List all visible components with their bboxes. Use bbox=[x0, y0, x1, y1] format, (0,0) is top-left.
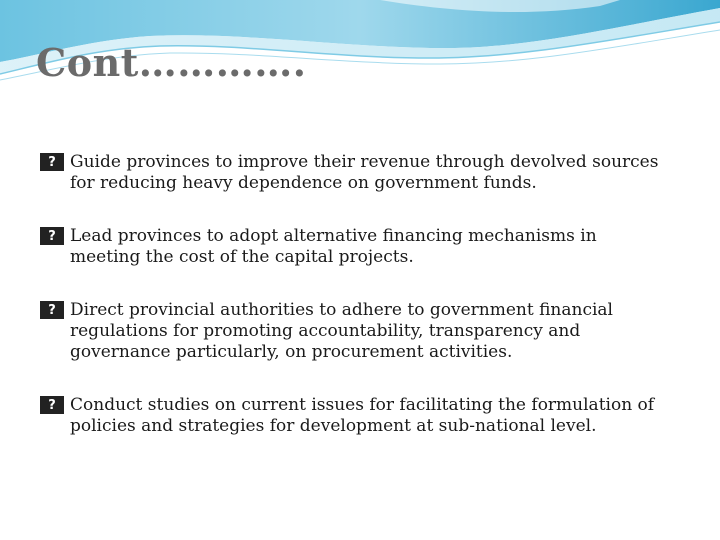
bullet-text: Guide provinces to improve their revenue through devolved sources for reducing heavy dependence on government funds. bbox=[70, 152, 659, 193]
bullet-item bbox=[40, 395, 670, 437]
missing-glyph-bullet-icon: ? bbox=[40, 396, 64, 414]
bullet-text: Lead provinces to adopt alternative financing mechanisms in meeting the cost of the capital projects. bbox=[70, 226, 597, 267]
missing-glyph-bullet-icon: ? bbox=[40, 301, 64, 319]
missing-glyph-bullet-icon: ? bbox=[40, 153, 64, 171]
slide-title: Cont…………. bbox=[36, 40, 307, 85]
bullet-list bbox=[40, 152, 670, 469]
bullet-text: Direct provincial authorities to adhere to government financial regulations for promoting accountability, transparency and governance particularly, on procurement activities. bbox=[70, 300, 613, 362]
bullet-item bbox=[40, 226, 670, 268]
bullet-text: Conduct studies on current issues for facilitating the formulation of policies and strategies for development at sub-national level. bbox=[70, 395, 655, 436]
bullet-item bbox=[40, 152, 670, 194]
bullet-item bbox=[40, 300, 670, 363]
missing-glyph-bullet-icon: ? bbox=[40, 227, 64, 245]
